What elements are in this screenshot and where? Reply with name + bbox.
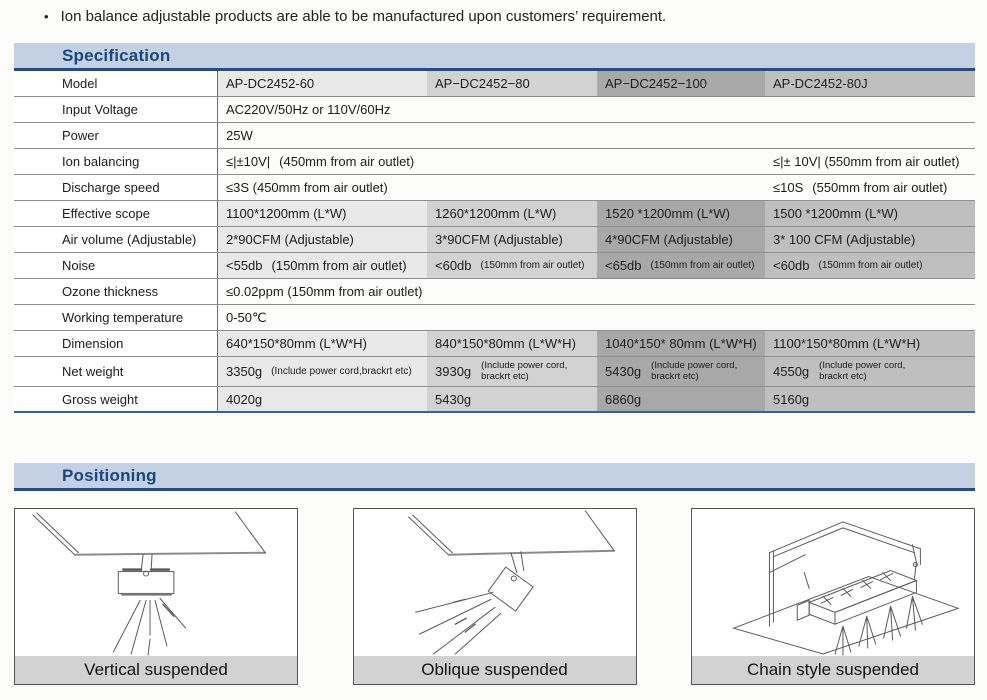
spec-cell-value: ≤10S (773, 180, 804, 195)
spec-row-label: Net weight (14, 357, 218, 386)
spec-cell-value: 3350g (226, 364, 263, 379)
spec-cell (218, 71, 427, 96)
spec-cell-value: ≤|±10V| (226, 154, 271, 169)
spec-cell (597, 227, 765, 252)
spec-cell-value: 5160g (773, 391, 810, 407)
spec-cell-value: ≤|± 10V| (550mm from air outlet) (773, 154, 960, 169)
spec-cell-value: 3* 100 CFM (Adjustable) (773, 232, 916, 247)
spec-cell-note: (Include power cord,brackrt etc) (271, 366, 412, 377)
spec-cell (218, 201, 427, 226)
spec-cell-value: 0-50℃ (226, 309, 267, 325)
spec-cell-value: 4*90CFM (Adjustable) (605, 232, 733, 247)
spec-cell-value: 5430g (435, 391, 472, 407)
spec-cell-note: (150mm from air outlet) (650, 260, 755, 271)
bullet-note (44, 8, 987, 25)
spec-cell (765, 331, 975, 356)
spec-cell (427, 357, 597, 386)
spec-cell (765, 175, 975, 200)
spec-cell (218, 279, 975, 304)
spec-cell-value: 1500 *1200mm (L*W) (773, 206, 898, 221)
spec-row-label: Ozone thickness (14, 279, 218, 304)
figure-caption: Vertical suspended (15, 656, 297, 684)
chain-style-suspended-drawing (692, 509, 974, 656)
spec-cell-value: AP−DC2452−80 (435, 76, 530, 91)
oblique-suspended-drawing (354, 509, 636, 656)
spec-cell (765, 227, 975, 252)
spec-cell-note: (Include power cord, brackrt etc) (481, 359, 568, 382)
spec-row-noise (14, 253, 975, 279)
spec-row-ion-balancing (14, 149, 975, 175)
positioning-header-band (14, 463, 975, 491)
bullet-text: Ion balance adjustable products are able to be manufactured upon customers’ requirement. (60, 8, 667, 25)
spec-row-label: Input Voltage (14, 97, 218, 122)
spec-cell (765, 201, 975, 226)
spec-cell (765, 387, 975, 411)
spec-row-gross-weight (14, 387, 975, 413)
figure-oblique-suspended (353, 508, 637, 685)
spec-cell-value: 4550g (773, 364, 810, 379)
positioning-figures (14, 508, 975, 685)
spec-row-label: Power (14, 123, 218, 148)
spec-cell-value: AP-DC2452-60 (226, 76, 315, 91)
spec-row-dimension (14, 331, 975, 357)
spec-cell (427, 71, 597, 96)
spec-cell-value: 1260*1200mm (L*W) (435, 206, 557, 221)
positioning-section (14, 463, 975, 685)
figure-chain-style-suspended (691, 508, 975, 685)
spec-row-label: Working temperature (14, 305, 218, 330)
spec-cell (427, 387, 597, 411)
vertical-suspended-drawing (15, 509, 297, 656)
spec-cell-value: 3*90CFM (Adjustable) (435, 232, 563, 247)
spec-cell-value: <60db (773, 258, 810, 273)
spec-cell-value: <55db (226, 258, 263, 273)
spec-row-label: Effective scope (14, 201, 218, 226)
specification-section (14, 43, 975, 413)
spec-cell (218, 123, 975, 148)
spec-cell (765, 71, 975, 96)
spec-cell-value: <65db (605, 258, 642, 273)
spec-row-label: Model (14, 71, 218, 96)
spec-cell (765, 253, 975, 278)
spec-cell (597, 331, 765, 356)
spec-row-input-voltage (14, 97, 975, 123)
spec-row-working-temperature (14, 305, 975, 331)
spec-cell-value: 1100*150*80mm (L*W*H) (773, 336, 921, 351)
specification-table (14, 71, 975, 413)
spec-cell-value: 1040*150* 80mm (L*W*H) (605, 336, 757, 351)
spec-row-label: Ion balancing (14, 149, 218, 174)
spec-cell (597, 253, 765, 278)
spec-cell-value: AP−DC2452−100 (605, 76, 707, 91)
spec-cell-note: (150mm from air outlet) (271, 258, 407, 273)
spec-row-label: Air volume (Adjustable) (14, 227, 218, 252)
spec-cell-note: (Include power cord, brackrt etc) (651, 359, 738, 382)
spec-cell-note: (150mm from air outlet) (480, 260, 585, 271)
spec-cell-value: <60db (435, 258, 472, 273)
spec-cell (218, 387, 427, 411)
spec-row-label: Gross weight (14, 387, 218, 411)
spec-cell (427, 201, 597, 226)
spec-cell (218, 149, 765, 174)
spec-cell-value: 2*90CFM (Adjustable) (226, 232, 354, 247)
spec-cell (597, 201, 765, 226)
spec-cell-note: (550mm from air outlet) (812, 180, 948, 195)
spec-cell-value: 6860g (605, 391, 642, 407)
spec-cell (218, 331, 427, 356)
spec-cell (597, 357, 765, 386)
spec-cell (427, 227, 597, 252)
spec-cell (597, 71, 765, 96)
spec-row-label: Noise (14, 253, 218, 278)
spec-cell-value: 4020g (226, 391, 263, 407)
spec-row-net-weight (14, 357, 975, 387)
specification-header-band (14, 43, 975, 71)
spec-cell (218, 253, 427, 278)
spec-cell-value: AC220V/50Hz or 110V/60Hz (226, 102, 391, 117)
spec-cell (427, 331, 597, 356)
figure-vertical-suspended (14, 508, 298, 685)
spec-cell (218, 175, 765, 200)
spec-row-air-volume-adjustable (14, 227, 975, 253)
spec-cell-value: 3930g (435, 364, 472, 379)
spec-row-label: Dimension (14, 331, 218, 356)
spec-cell (218, 305, 975, 330)
spec-cell-value: 840*150*80mm (L*W*H) (435, 336, 576, 351)
spec-cell (218, 97, 975, 122)
spec-cell-value: 640*150*80mm (L*W*H) (226, 336, 367, 351)
spec-row-discharge-speed (14, 175, 975, 201)
spec-cell (218, 227, 427, 252)
spec-cell-value: 1520 *1200mm (L*W) (605, 206, 730, 221)
positioning-title: Positioning (62, 465, 157, 485)
spec-cell (218, 357, 427, 386)
spec-cell-value: ≤0.02ppm (150mm from air outlet) (226, 284, 423, 299)
spec-cell-value: 1100*1200mm (L*W) (226, 206, 347, 221)
spec-cell (765, 149, 975, 174)
spec-row-power (14, 123, 975, 149)
spec-cell-value: AP-DC2452-80J (773, 76, 868, 91)
bullet-dot: • (44, 9, 49, 24)
spec-cell-value: ≤3S (450mm from air outlet) (226, 180, 388, 195)
spec-cell (765, 357, 975, 386)
spec-row-effective-scope (14, 201, 975, 227)
spec-cell-value: 5430g (605, 364, 642, 379)
spec-cell-note: (450mm from air outlet) (279, 154, 415, 169)
spec-cell (427, 253, 597, 278)
spec-cell-note: (Include power cord, brackrt etc) (819, 359, 906, 382)
figure-caption: Chain style suspended (692, 656, 974, 684)
spec-row-ozone-thickness (14, 279, 975, 305)
spec-row-label: Discharge speed (14, 175, 218, 200)
spec-row-model (14, 71, 975, 97)
spec-cell-value: 25W (226, 128, 253, 143)
figure-caption: Oblique suspended (354, 656, 636, 684)
specification-title: Specification (62, 45, 171, 65)
spec-cell-note: (150mm from air outlet) (818, 260, 923, 271)
spec-cell (597, 387, 765, 411)
